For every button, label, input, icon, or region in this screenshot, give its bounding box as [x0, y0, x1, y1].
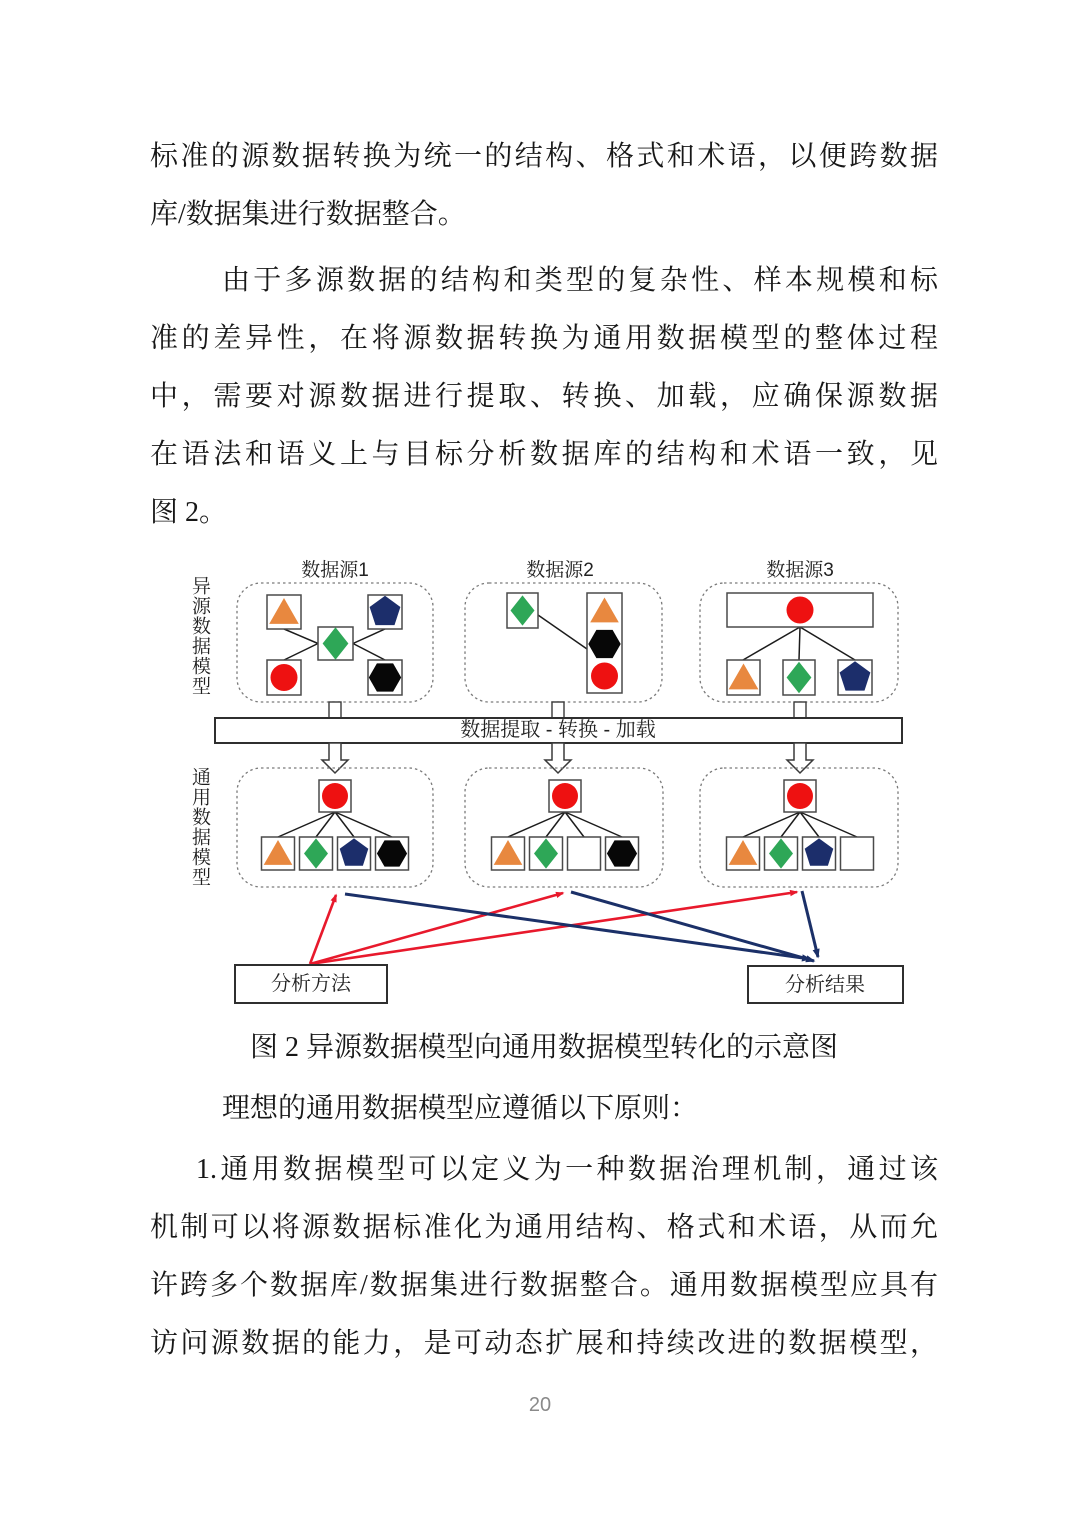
body-line: 库/数据集进行数据整合。 — [150, 199, 466, 230]
source-3-label: 数据源3 — [766, 560, 834, 581]
analysis-method-box — [235, 965, 387, 1003]
figure-2-diagram — [180, 555, 910, 1015]
body-line: 由于多源数据的结构和类型的复杂性、样本规模和标 — [222, 265, 938, 296]
connector-tab-1 — [329, 702, 341, 719]
connector-tab-2 — [552, 702, 564, 719]
analysis-method-label: 分析方法 — [271, 973, 351, 995]
body-line: 理想的通用数据模型应遵循以下原则： — [222, 1093, 699, 1124]
common-group-2 — [465, 768, 663, 887]
red-arrow-1 — [310, 895, 336, 964]
circle-icon — [271, 664, 298, 691]
row-label-common-model: 通用数据模型 — [189, 767, 210, 887]
body-line: 许跨多个数据库/数据集进行数据整合。通用数据模型应具有 — [150, 1270, 938, 1301]
diagram-canvas — [180, 555, 910, 1015]
navy-arrow-3 — [802, 891, 818, 957]
figure-caption: 图 2 异源数据模型向通用数据模型转化的示意图 — [249, 1032, 838, 1063]
body-line: 访问源数据的能力，是可动态扩展和持续改进的数据模型， — [150, 1328, 938, 1359]
common-group-1 — [237, 768, 433, 887]
row-label-heterogeneous-model: 异源数据模型 — [189, 576, 210, 696]
analysis-result-label: 分析结果 — [785, 974, 865, 996]
paragraph-3 — [150, 1080, 938, 1138]
paragraph-2 — [150, 252, 938, 542]
source-2-label: 数据源2 — [526, 560, 594, 581]
body-line: 1.通用数据模型可以定义为一种数据治理机制，通过该 — [196, 1154, 938, 1185]
body-line: 机制可以将源数据标准化为通用结构、格式和术语，从而允 — [150, 1212, 938, 1243]
circle-icon — [322, 783, 348, 809]
etl-bar-label: 数据提取 - 转换 - 加载 — [460, 719, 656, 741]
circle-icon — [787, 597, 814, 624]
connector-tab-3 — [794, 702, 806, 719]
circle-icon — [787, 783, 813, 809]
body-line: 图 2。 — [150, 497, 228, 528]
common-group-3 — [700, 768, 898, 887]
source-group-3 — [700, 583, 898, 702]
source-group-1 — [237, 583, 433, 702]
body-line: 准的差异性，在将源数据转换为通用数据模型的整体过程 — [150, 323, 938, 354]
circle-icon — [552, 783, 578, 809]
page-number: 20 — [528, 1394, 552, 1416]
circle-icon — [591, 663, 618, 690]
body-line: 标准的源数据转换为统一的结构、格式和术语，以便跨数据 — [150, 141, 938, 172]
source-1-label: 数据源1 — [301, 560, 369, 581]
source-group-2 — [465, 583, 662, 702]
red-arrow-2 — [310, 893, 563, 964]
body-line: 中，需要对源数据进行提取、转换、加载，应确保源数据 — [150, 381, 938, 412]
etl-bar — [215, 718, 902, 743]
paragraph-4 — [150, 1141, 938, 1373]
body-line: 在语法和语义上与目标分析数据库的结构和术语一致，见 — [150, 439, 938, 470]
analysis-result-box — [748, 966, 903, 1003]
navy-arrow-2 — [571, 892, 814, 961]
paragraph-1 — [150, 128, 938, 244]
red-arrow-3 — [310, 892, 797, 964]
